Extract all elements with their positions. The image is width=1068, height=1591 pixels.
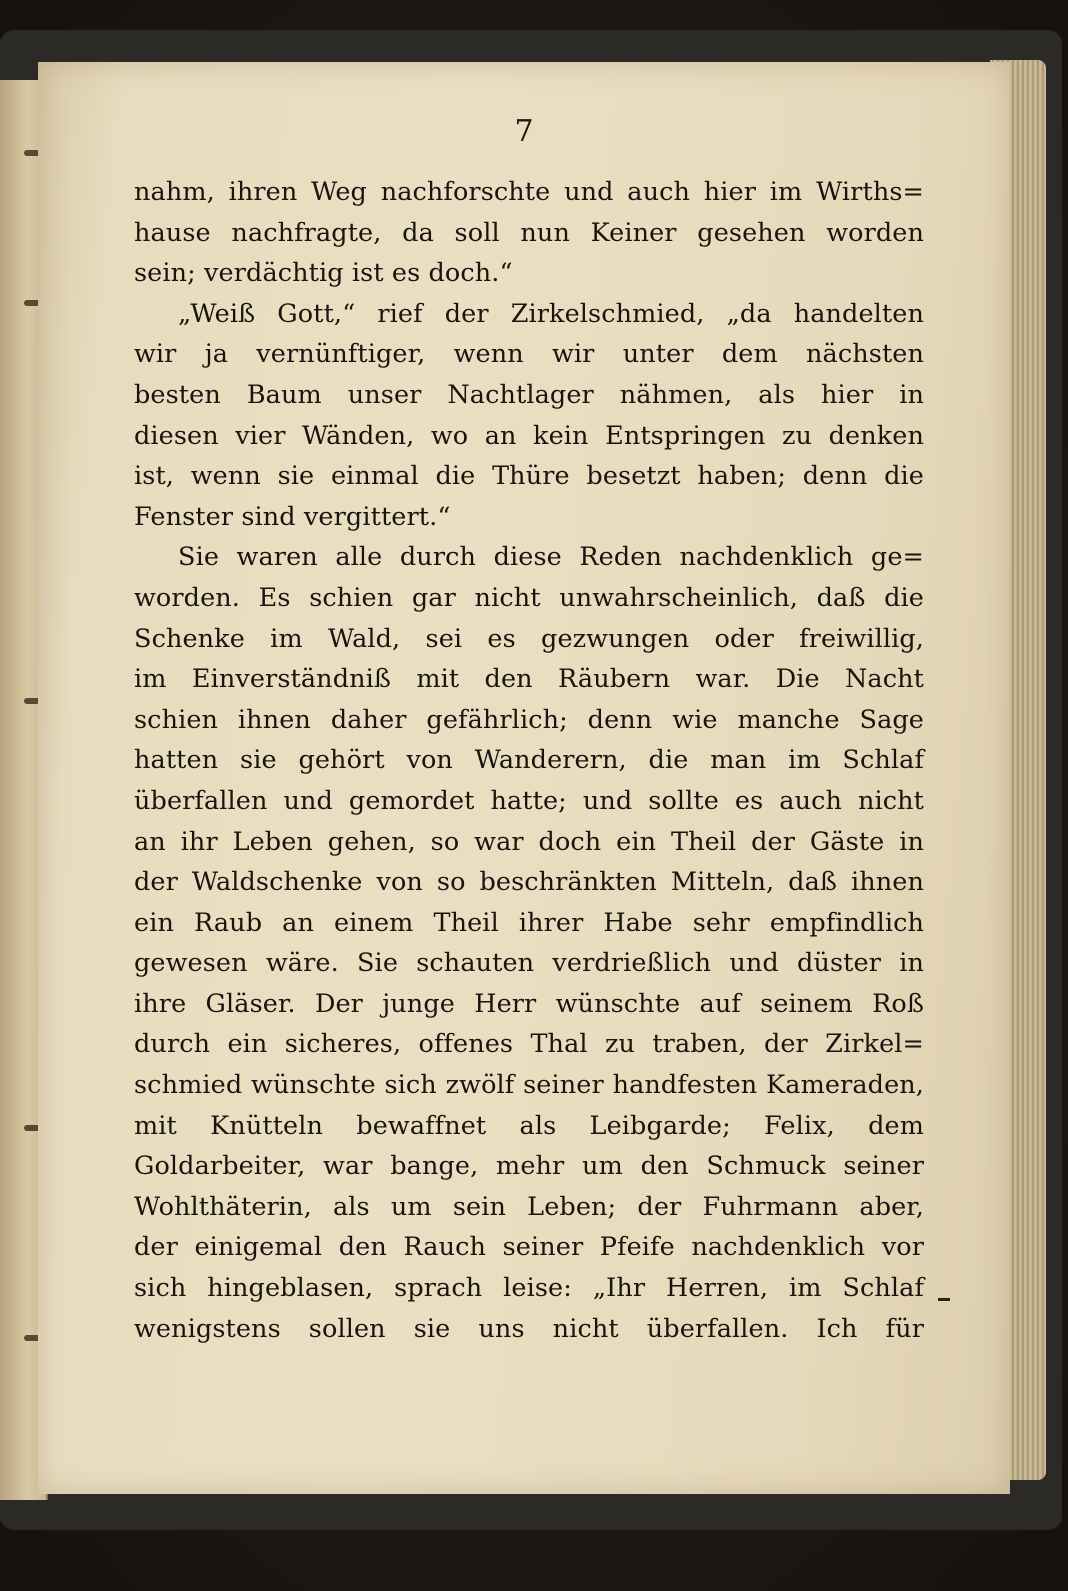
text-line: im Einverständniß mit den Räubern war. Die Nacht [134, 664, 924, 695]
text-line: hause nachfragte, da soll nun Keiner gesehen worden [134, 217, 924, 248]
page-text-block [134, 172, 924, 1349]
text-line: Fenster sind vergittert.“ [134, 501, 451, 532]
text-line: ein Raub an einem Theil ihrer Habe sehr empfindlich [134, 907, 924, 938]
text-line: gewesen wäre. Sie schauten verdrießlich und düster in [134, 948, 924, 979]
text-line: sein; verdächtig ist es doch.“ [134, 258, 513, 289]
text-line: ist, wenn sie einmal die Thüre besetzt haben; denn die [134, 461, 924, 492]
text-line: worden. Es schien gar nicht unwahrscheinlich, daß die [134, 582, 924, 613]
text-line: wir ja vernünftiger, wenn wir unter dem nächsten [134, 339, 924, 370]
text-line: mit Knütteln bewaffnet als Leibgarde; Felix, dem [134, 1110, 924, 1141]
text-line: Sie waren alle durch diese Reden nachdenklich ge= [178, 542, 924, 573]
text-line: der einigemal den Rauch seiner Pfeife nachdenklich vor [134, 1232, 924, 1263]
text-line: besten Baum unser Nachtlager nähmen, als hier in [134, 379, 924, 410]
text-line: schien ihnen daher gefährlich; denn wie manche Sage [134, 704, 924, 735]
margin-mark [938, 1298, 950, 1301]
text-line: an ihr Leben gehen, so war doch ein Theil der Gäste in [134, 826, 924, 857]
text-line: ihre Gläser. Der junge Herr wünschte auf seinem Roß [134, 988, 924, 1019]
text-line: Schenke im Wald, sei es gezwungen oder freiwillig, [134, 623, 924, 654]
text-line: sich hingeblasen, sprach leise: „Ihr Herren, im Schlaf [134, 1273, 924, 1304]
page-number: 7 [514, 114, 534, 149]
text-line: Goldarbeiter, war bange, mehr um den Schmuck seiner [134, 1151, 924, 1182]
text-line: „Weiß Gott,“ rief der Zirkelschmied, „da handelten [178, 298, 924, 329]
text-line: durch ein sicheres, offenes Thal zu traben, der Zirkel= [134, 1029, 924, 1060]
text-line: nahm, ihren Weg nachforschte und auch hier im Wirths= [134, 177, 924, 207]
text-line: hatten sie gehört von Wanderern, die man im Schlaf [134, 745, 924, 776]
text-line: wenigstens sollen sie uns nicht überfallen. Ich für [134, 1313, 924, 1344]
book-page [38, 62, 1010, 1494]
text-line: diesen vier Wänden, wo an kein Entspringen zu denken [134, 420, 924, 451]
text-line: überfallen und gemordet hatte; und sollte es auch nicht [134, 785, 924, 816]
text-line: der Waldschenke von so beschränkten Mitteln, daß ihnen [134, 867, 924, 898]
text-line: Wohlthäterin, als um sein Leben; der Fuhrmann aber, [134, 1191, 924, 1222]
text-line: schmied wünschte sich zwölf seiner handfesten Kameraden, [134, 1070, 924, 1101]
